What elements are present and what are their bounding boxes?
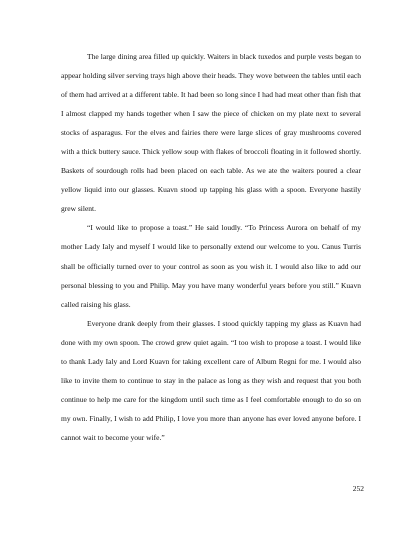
body-text [61,47,361,447]
paragraph-kuavn-toast: “I would like to propose a toast.” He said loudly. “To Princess Aurora on behalf of my mother Lady Ialy and myself I would like to personally extend our welcome to you. Canus Turris shall be officially turned over to your control as soon as you wish it. I would also like to add our personal blessing to you and Philip. May you have many wonderful years before you still.” Kuavn called raising his glass. [61,223,361,309]
paragraph-dining-area: The large dining area filled up quickly. Waiters in black tuxedos and purple vests began to appear holding silver serving trays high above their heads. They wove between the tables until each of them had arrived at a different table. It had been so long since I had had meat other than fish that I almost clapped my hands together when I saw the piece of chicken on my plate next to several stocks of asparagus. For the elves and fairies there were large slices of gray mushrooms covered with a thick buttery sauce. Thick yellow soup with flakes of broccoli floating in it followed shortly. Baskets of sourdough rolls had been placed on each table. As we ate the waiters poured a clear yellow liquid into our glasses. Kuavn stood up tapping his glass with a spoon. Everyone hastily grew silent. [61,52,361,214]
page-number: 252 [352,484,364,493]
paragraph-aurora-toast: Everyone drank deeply from their glasses. I stood quickly tapping my glass as Kuavn had done with my own spoon. The crowd grew quiet again. “I too wish to propose a toast. I would like to thank Lady Ialy and Lord Kuavn for taking excellent care of Album Regni for me. I would also like to invite them to continue to stay in the palace as long as they wish and request that you both continue to help me care for the kingdom until such time as I feel comfortable enough to do so on my own. Finally, I wish to add Philip, I love you more than anyone has ever loved anyone before. I cannot wait to become your wife.” [61,318,361,442]
